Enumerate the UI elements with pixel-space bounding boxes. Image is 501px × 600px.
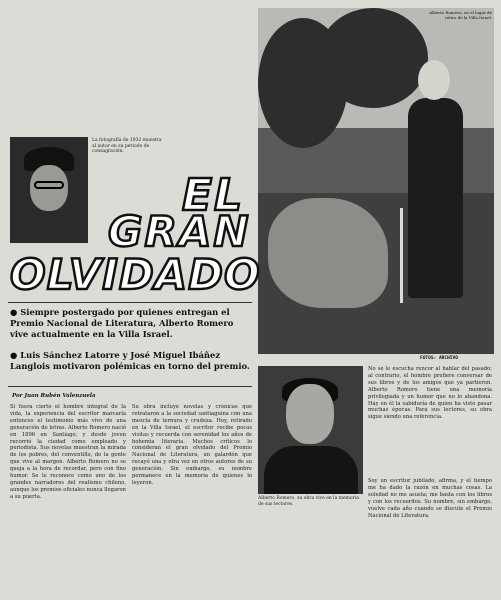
divider (8, 386, 252, 387)
portrait-caption: La fotografía de 1932 muestra al autor en su periodo de consagración. (92, 138, 162, 154)
body-column-2: Su obra incluye novelas y crónicas que retrataron a la sociedad santiaguina con una mezcla de ternura y crudeza. Hoy, retirado en la Villa Israel, el escritor recibe pocas visitas y recuerda con serenidad los años de bohemia literaria. Muchos críticos lo consideran el gran olvidado del Premio Nacional de Literatura, un galardón que recayó una y otra vez en otros autores de su generación. Sin embargo, su nombre permanece en la memoria de quienes lo leyeron. (132, 404, 252, 486)
photo-tree (318, 8, 428, 108)
photo-suit (264, 446, 358, 494)
photo-credit: FOTOS: ARCHIVO (420, 356, 458, 361)
headline-line-2: GRAN (108, 207, 251, 256)
main-photo (258, 8, 494, 354)
second-photo-caption: Alberto Romero, su obra vive en la memoria de sus lectores. (258, 496, 359, 507)
body-column-3b: Soy un escritor jubilado, afirma, y el tiempo me ha dado la razón en muchas cosas. La soledad no me asusta; me basta con los libros y con los recuerdos. Su nombre, sin embargo, vuelve cada año cuando se discute el Premio Nacional de Literatura. (368, 478, 492, 519)
divider (8, 302, 252, 303)
photo-man-body (408, 98, 463, 298)
byline: Por Juan Rubén Valenzuela (12, 393, 96, 399)
photo-face (286, 384, 334, 444)
lead-paragraph-1: ● Siempre postergado por quienes entregan el Premio Nacional de Literatura, Alberto Romero vive actualmente en la Villa Israel. (10, 307, 234, 339)
headline-line-3: OLVIDADO (10, 250, 261, 299)
main-photo-caption: Alberto Romero, en el lugar de retiro de la Villa Israel. (429, 10, 492, 20)
photo-man-head (418, 60, 450, 100)
photo-glasses (34, 181, 64, 189)
headline-line-1: EL (182, 170, 245, 221)
second-photo (258, 366, 363, 494)
body-column-3: No se le escucha rencor al hablar del pasado; al contrario, el hombre prefiere conversar de sus libros y de los amigos que ya partieron. Alberto Romero tiene una memoria privilegiada y un humor que no lo abandona. Hay en él la sabiduría de quien ha visto pasar muchas épocas. Para sus lectores, su obra sigue siendo una referencia. (368, 366, 492, 421)
portrait-photo (10, 137, 88, 243)
photo-cane (400, 208, 403, 303)
body-column-1: Si fuera cierto el hombre integral de la vida, la experiencia del escritor marcaría entonces el testimonio más vivo de una generación de letras. Alberto Romero nació en 1896 en Santiago, y desde joven recorrió la ciudad como empleado y periodista. Sus novelas muestran la mirada de los pobres, del conventillo, de la gente que vive al margen. Alberto Romero no se queja a la hora de recordar, pero con fino humor. Se le reconoce como uno de los grandes narradores del realismo chileno, aunque los premios oficiales nunca llegaron a su puerta. (10, 404, 126, 500)
photo-rock (268, 198, 388, 308)
lead-paragraph-2: ● Luis Sánchez Latorre y José Miguel Ibáñez Langlois motivaron polémicas en torno del premio. (10, 350, 250, 371)
